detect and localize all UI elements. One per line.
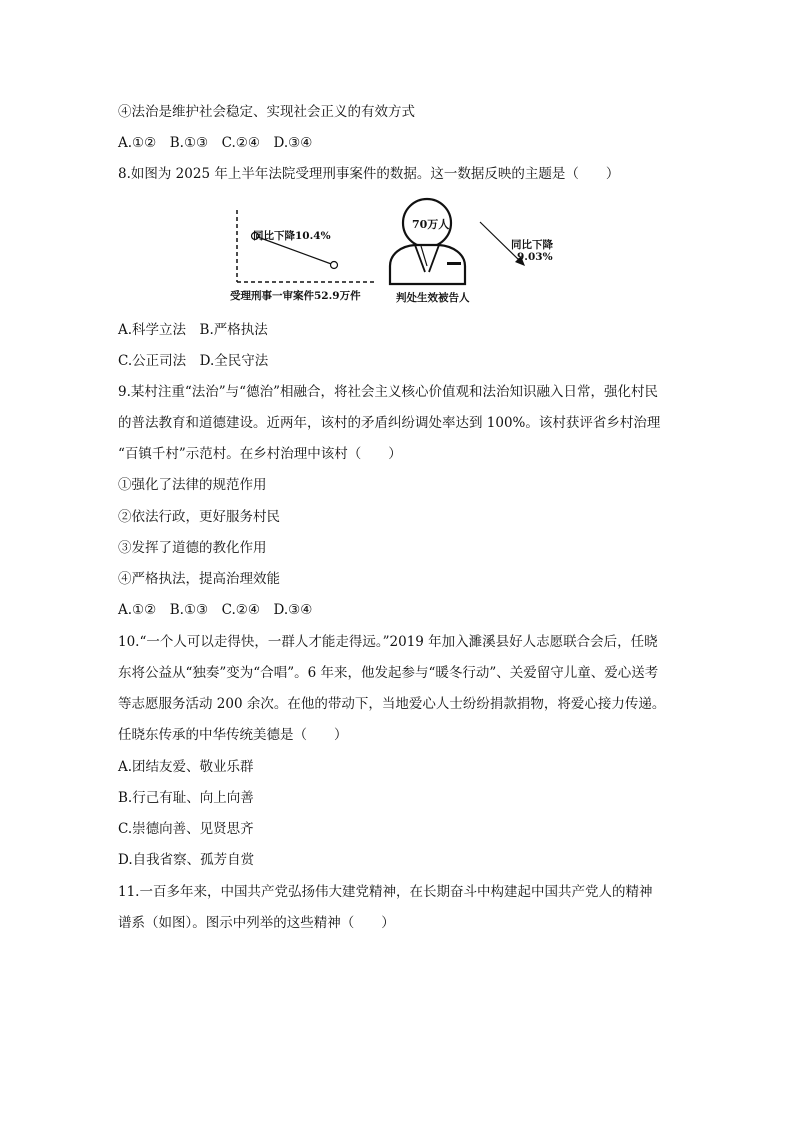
q8-options-cd: C.公正司法 D.全民守法: [118, 353, 269, 369]
q9-item-1: ①强化了法律的规范作用: [118, 477, 267, 493]
q9-item-2: ②依法行政，更好服务村民: [118, 509, 280, 525]
q7-item-4: ④法治是维护社会稳定、实现社会正义的有效方式: [118, 104, 415, 120]
q10-stem-line-1: 10.“一个人可以走得快，一群人才能走得远。”2019 年加入濉溪县好人志愿联合会后，任晓: [118, 634, 658, 650]
q8-figure: [225, 196, 565, 306]
q11-stem-line-1: 11.一百多年来，中国共产党弘扬伟大建党精神，在长期奋斗中构建起中国共产党人的精神: [118, 884, 653, 900]
q8-stem: 8.如图为 2025 年上半年法院受理刑事案件的数据。这一数据反映的主题是（ ）: [118, 166, 620, 182]
q10-stem-line-2: 东将公益从“独奏”变为“合唱”。6 年来，他发起参与“暖冬行动”、关爱留守儿童、爱心送考: [118, 665, 659, 681]
q10-option-b: B.行己有耻、向上向善: [118, 790, 254, 806]
q9-stem-line-3: “百镇千村”示范村。在乡村治理中该村（ ）: [118, 446, 402, 462]
q10-stem-line-3: 等志愿服务活动 200 余次。在他的带动下，当地爱心人士纷纷捐款捐物，将爱心接力传递。: [118, 696, 666, 712]
q9-stem-line-1: 9.某村注重“法治”与“德治”相融合，将社会主义核心价值观和法治知识融入日常，强化村民: [118, 384, 658, 400]
q11-stem-line-2: 谱系（如图）。图示中列举的这些精神（ ）: [118, 915, 395, 931]
q7-options: A.①② B.①③ C.②④ D.③④: [118, 135, 313, 151]
person-icon: [390, 199, 465, 284]
q9-item-3: ③发挥了道德的教化作用: [118, 540, 267, 556]
q10-option-d: D.自我省察、孤芳自赏: [118, 852, 255, 868]
right-change-label-2: 9.03%: [517, 251, 553, 263]
trend-end-point: [331, 262, 338, 269]
person-value: 70万人: [412, 218, 450, 231]
q10-option-c: C.崇德向善、见贤思齐: [118, 821, 254, 837]
q10-option-a: A.团结友爱、敬业乐群: [118, 759, 254, 775]
person-caption: 判处生效被告人: [396, 292, 470, 304]
left-change-label: 同比下降10.4%: [253, 230, 331, 242]
q9-stem-line-2: 的普法教育和道德建设。近两年，该村的矛盾纠纷调处率达到 100%。该村获评省乡村治理: [118, 415, 661, 431]
right-change-label-1: 同比下降: [511, 239, 553, 251]
q8-options-ab: A.科学立法 B.严格执法: [118, 322, 268, 338]
left-caption: 受理刑事一审案件52.9万件: [230, 290, 361, 302]
q9-item-4: ④严格执法，提高治理效能: [118, 571, 280, 587]
q9-options: A.①② B.①③ C.②④ D.③④: [118, 602, 313, 618]
q10-stem-line-4: 任晓东传承的中华传统美德是（ ）: [118, 727, 348, 743]
